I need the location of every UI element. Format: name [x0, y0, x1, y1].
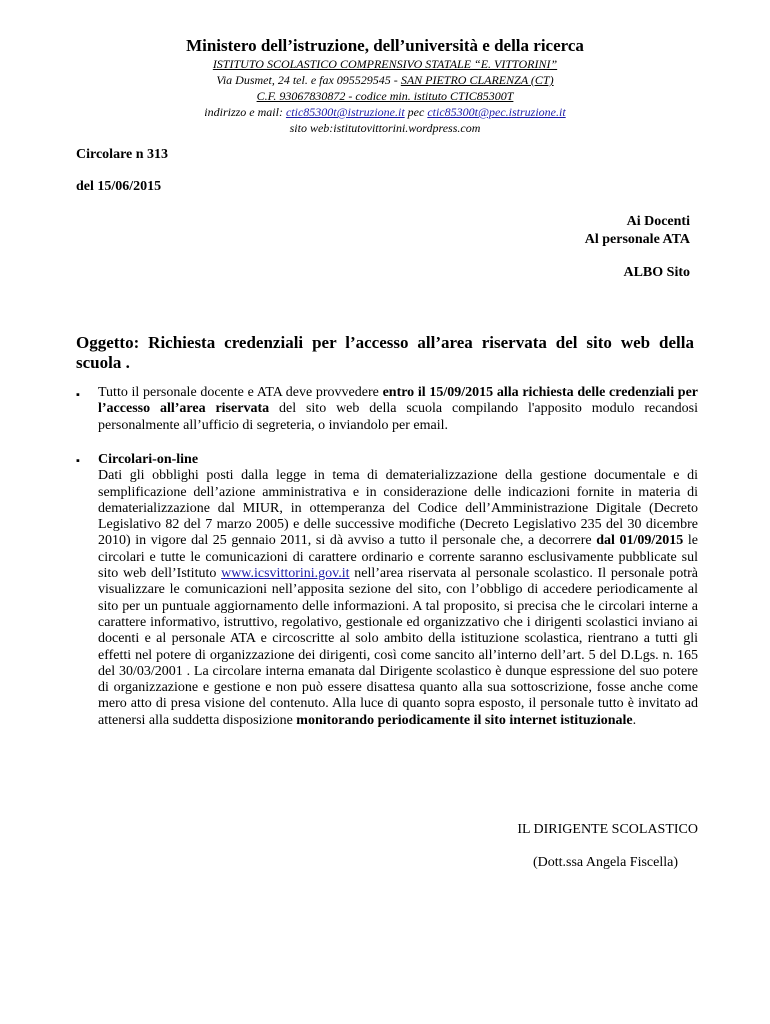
- signature-name: (Dott.ssa Angela Fiscella): [532, 855, 678, 870]
- paragraph-circolari-online: [98, 452, 698, 729]
- recipient-teachers: Ai Docenti: [626, 214, 690, 229]
- bullet-square-icon: ▪: [76, 455, 80, 467]
- circular-date: del 15/06/2015: [76, 179, 162, 194]
- paragraph-text: nell’area riservata al personale scolastico. Il personale potrà visualizzare le comunicazioni nell’apposita sezione del sito, con l’obbligo di accedere periodicamente al sito per un puntuale aggiornamento delle informazioni. A tal proposito, si precisa che le circolari interne a carattere informativo, istruttivo, regolativo, gestionale ed organizzativo che i dirigenti scolastici inviano ai docenti e al personale ATA e circoscritte al solo ambito della istituzione scolastica, rientrano a tutti gli effetti nel potere di organizzazione dei dirigenti, così come sancito all’interno dell’art. 5 del D.Lgs. n. 165 del 30/03/2001 . La circolare interna emanata dal Dirigente scolastico è dunque espressione del suo potere di organizzazione e gestione e non può essere disattesa quanto alla sua sottoscrizione, fosse anche come mero atto di presa visione del contenuto. Alla luce di quanto sopra esposto, il personale tutto è invitato ad attenersi alla suddetta disposizione: [98, 566, 698, 728]
- paragraph-text: le circolari e tutte le comunicazioni di carattere ordinario e corrente saranno esclusivamente pubblicate sul sito web dell’Istituto: [98, 533, 698, 582]
- school-website: sito web:istitutovittorini.wordpress.com: [289, 121, 481, 135]
- paragraph-text: Dati gli obblighi posti dalla legge in tema di dematerializzazione della gestione documentale e di semplificazione dell’azione amministrativa e in considerazione delle indicazioni fornite in materia di dematerializzazione dal MIUR, in ottemperanza del Codice dell’Amministrazione Digitale (Decreto Legislativo 82 del 7 marzo 2005) e delle successive modifiche (Decreto Legislativo 235 del 30 dicembre 2010) in vigore dal 25 gennaio 2011, si dà avviso a tutto il personale che, a decorrere: [98, 468, 698, 549]
- circular-number: Circolare n 313: [76, 147, 169, 162]
- address-town: SAN PIETRO CLARENZA (CT): [400, 73, 554, 87]
- paragraph-text: .: [632, 712, 637, 728]
- recipient-ata: Al personale ATA: [584, 232, 690, 247]
- signature-title: IL DIRIGENTE SCOLASTICO: [517, 822, 698, 837]
- school-contacts: [0, 104, 770, 120]
- subject-line: Oggetto: Richiesta credenziali per l’accesso all’area riservata del sito web della scuola .: [76, 333, 694, 372]
- paragraph-text: del sito web della scuola compilando l'apposito modulo recandosi personalmente all’ufficio di segreteria, o inviandolo per email.: [98, 401, 698, 433]
- school-address: [0, 72, 770, 88]
- pec-link[interactable]: ctic85300t@pec.istruzione.it: [427, 105, 566, 119]
- recipient-albo: ALBO Sito: [623, 265, 690, 280]
- school-name: ISTITUTO SCOLASTICO COMPRENSIVO STATALE “E. VITTORINI”: [212, 57, 558, 71]
- letterhead: [0, 36, 770, 136]
- bullet-square-icon: ▪: [76, 389, 80, 401]
- paragraph-credentials: [98, 385, 698, 434]
- school-codes: C.F. 93067830872 - codice min. istituto CTIC85300T: [256, 89, 514, 103]
- paragraph-text: Tutto il personale docente e ATA deve provvedere: [98, 385, 383, 400]
- deadline-emphasis: entro il 15/09/2015 alla richiesta delle credenziali per l’accesso all’area riservata: [98, 385, 699, 417]
- monitoring-emphasis: monitorando periodicamente il sito internet istituzionale: [296, 712, 633, 728]
- email-label: indirizzo e mail:: [204, 105, 286, 119]
- pec-label: pec: [404, 105, 428, 119]
- ministry-title: Ministero dell’istruzione, dell’università e della ricerca: [186, 36, 584, 55]
- address-street: Via Dusmet, 24 tel. e fax 095529545 -: [216, 73, 401, 87]
- date-emphasis: dal 01/09/2015: [596, 533, 684, 549]
- section-heading: Circolari-on-line: [98, 452, 199, 467]
- email-link[interactable]: ctic85300t@istruzione.it: [285, 105, 405, 119]
- school-site-link[interactable]: www.icsvittorini.gov.it: [221, 566, 350, 582]
